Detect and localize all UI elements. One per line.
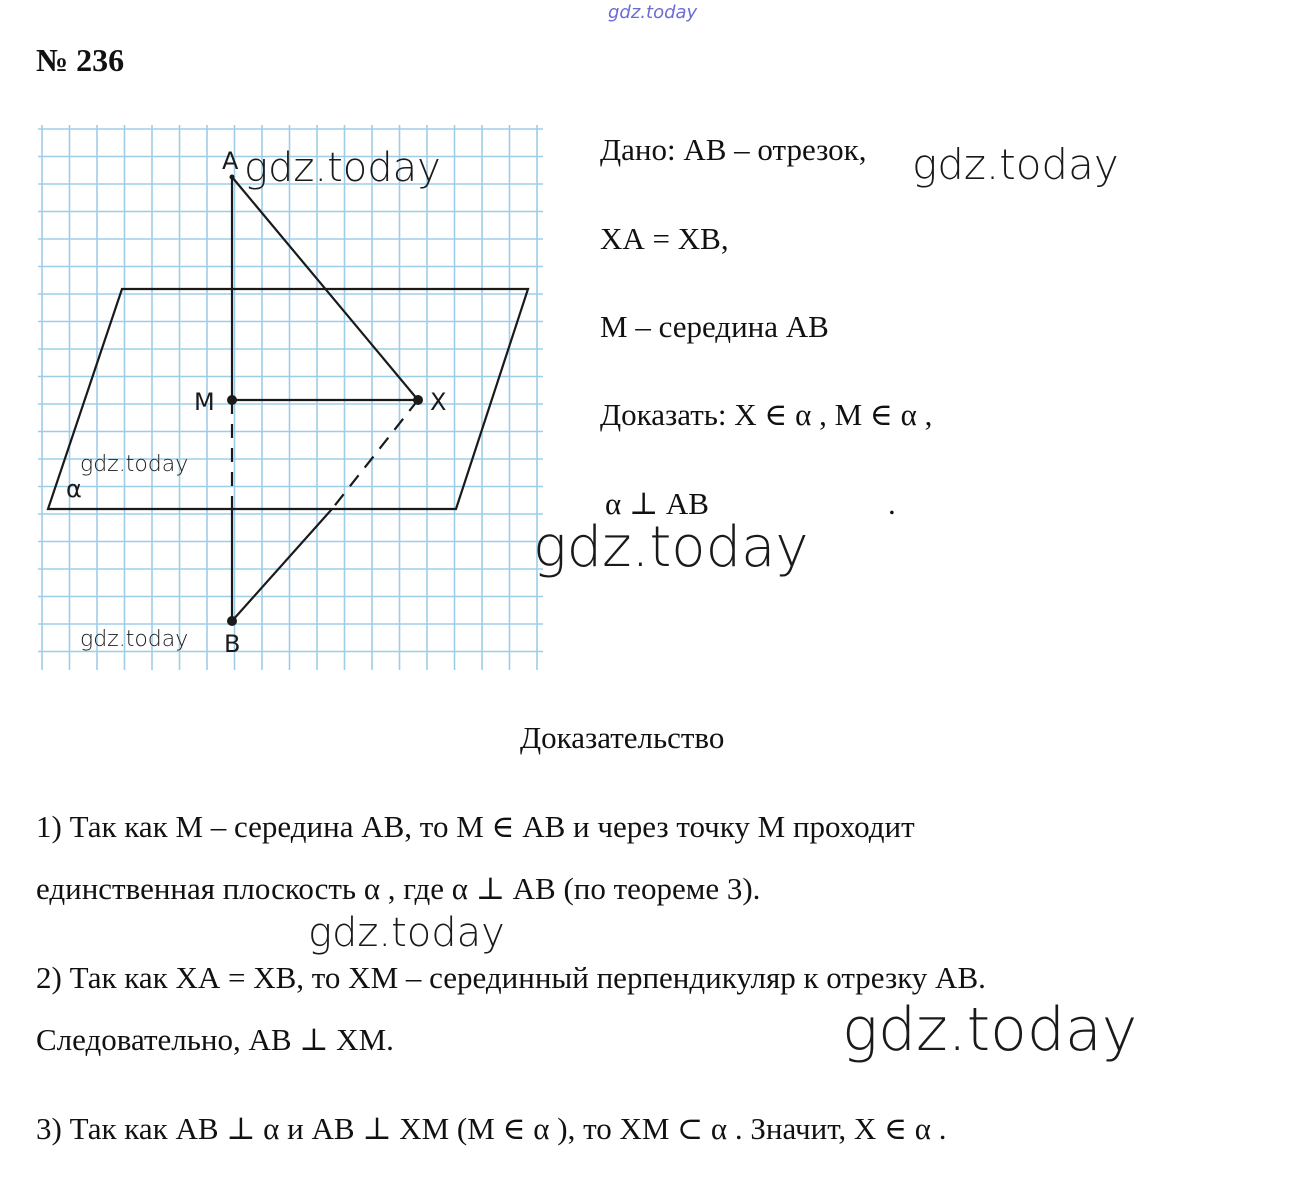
label-a: A bbox=[222, 147, 239, 175]
watermark-given: gdz.today bbox=[912, 140, 1119, 189]
proof-step-1-line-1: 1) Так как М – середина АВ, то М ∈ АВ и через точку М проходит bbox=[36, 809, 915, 844]
label-m: M bbox=[194, 388, 215, 416]
proof-step-1-line-2: единственная плоскость α , где α ⊥ АВ (по теореме 3). bbox=[36, 871, 761, 906]
watermark-top: gdz.today bbox=[608, 2, 698, 23]
proof-step-3-line-1: 3) Так как АВ ⊥ α и АВ ⊥ ХМ (М ∈ α ), то ХМ ⊂ α . Значит, Х ∈ α . bbox=[36, 1111, 947, 1146]
point-a-dot bbox=[230, 175, 235, 180]
given-line-3: М – середина АВ bbox=[600, 309, 829, 344]
figure-watermark-small-2: gdz.today bbox=[80, 627, 189, 652]
point-x-dot bbox=[413, 395, 423, 405]
label-b: B bbox=[224, 630, 241, 658]
prove-line-2: α ⊥ АВ bbox=[605, 486, 709, 521]
watermark-proof-2: gdz.today bbox=[842, 995, 1138, 1065]
figure-watermark-small-1: gdz.today bbox=[80, 452, 189, 477]
proof-heading: Доказательство bbox=[520, 720, 725, 755]
point-m-dot bbox=[227, 395, 237, 405]
figure-watermark-large: gdz.today bbox=[244, 145, 441, 191]
prove-line-2-dot: . bbox=[888, 486, 896, 521]
problem-number: № 236 bbox=[36, 42, 125, 78]
proof-step-2-line-2: Следовательно, АВ ⊥ ХМ. bbox=[36, 1022, 394, 1057]
label-x: X bbox=[430, 388, 447, 416]
point-b-dot bbox=[227, 616, 237, 626]
proof-step-2-line-1: 2) Так как ХА = ХВ, то ХМ – серединный перпендикуляр к отрезку АВ. bbox=[36, 960, 986, 995]
given-line-2: ХА = ХВ, bbox=[600, 221, 729, 256]
grid-paper bbox=[38, 125, 543, 670]
watermark-proof-1: gdz.today bbox=[308, 910, 505, 956]
watermark-center: gdz.today bbox=[533, 515, 809, 580]
prove-line-1: Доказать: Х ∈ α , М ∈ α , bbox=[600, 397, 933, 432]
geometry-figure bbox=[38, 125, 550, 675]
given-line-1: Дано: АВ – отрезок, bbox=[600, 132, 867, 167]
label-alpha: α bbox=[66, 475, 82, 503]
